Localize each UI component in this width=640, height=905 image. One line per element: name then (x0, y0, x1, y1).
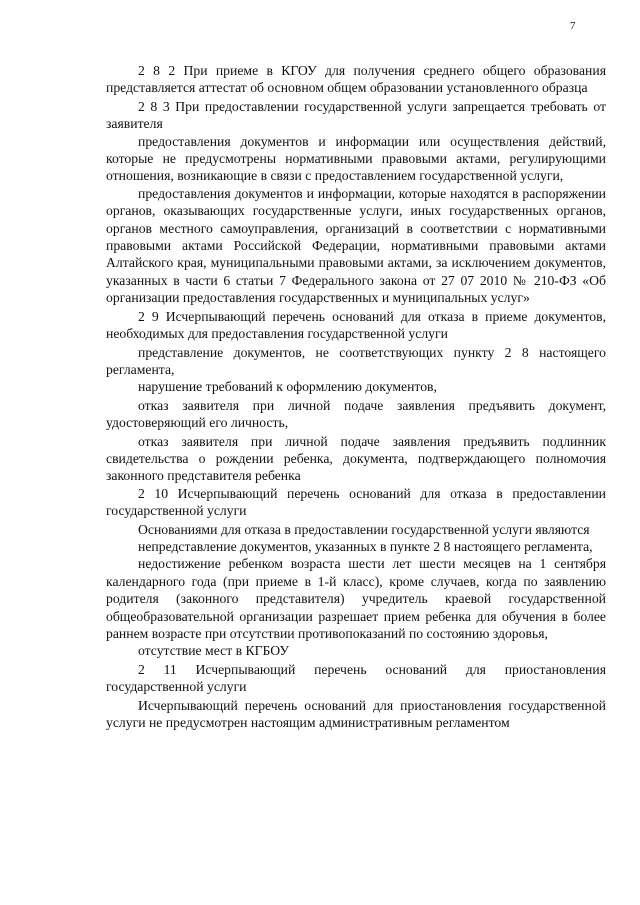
paragraph-list-item: непредставление документов, указанных в пункте 2 8 настоящего регламента, (138, 538, 593, 554)
paragraph-2-8-2: 2 8 2 При приеме в КГОУ для получения среднего общего образования представляется аттестат об основном общем образовании установленного образца (106, 63, 606, 96)
paragraph-list-item: отсутствие мест в КГБОУ (138, 643, 290, 659)
paragraph-list-item: представление документов, не соответствующих пункту 2 8 настоящего регламента, (106, 344, 606, 377)
paragraph-2-11: 2 11 Исчерпывающий перечень оснований для приостановления государственной услуги (106, 661, 606, 695)
paragraph-list-item: нарушение требований к оформлению документов, (138, 379, 437, 395)
paragraph-text: Основаниями для отказа в предоставлении государственной услуги являются (138, 521, 590, 537)
paragraph-list-item: отказ заявителя при личной подаче заявления предъявить подлинник свидетельства о рождении ребенка, документа, подтверждающего полномочия законного представителя ребенка (106, 433, 606, 484)
paragraph-2-8-3: 2 8 3 При предоставлении государственной услуги запрещается требовать от заявителя (106, 98, 606, 132)
paragraph-2-10: 2 10 Исчерпывающий перечень оснований для отказа в предоставлении государственной услуги (106, 485, 606, 519)
paragraph-list-item: недостижение ребенком возраста шести лет шести месяцев на 1 сентября календарного года (при приеме в 1-й класс), кроме случаев, когда по заявлению родителя (законного представителя) учредитель краевой государственной общеобразовательной организации разрешает прием ребенка для обучения в более раннем возрасте при отсутствии противопоказаний по состоянию здоровья, (106, 556, 606, 641)
paragraph-2-9: 2 9 Исчерпывающий перечень оснований для отказа в приеме документов, необходимых для предоставления государственной услуги (106, 308, 606, 342)
paragraph-list-item: предоставления документов и информации или осуществления действий, которые не предусмотрены нормативными правовыми актами, регулирующими отношения, возникающие в связи с предоставлением государственной услуги, (106, 133, 606, 184)
paragraph-list-item: отказ заявителя при личной подаче заявления предъявить документ, удостоверяющий его личность, (106, 397, 606, 431)
paragraph-text: Исчерпывающий перечень оснований для приостановления государственной услуги не предусмотрен настоящим административным регламентом (106, 697, 606, 731)
paragraph-list-item: предоставления документов и информации, которые находятся в распоряжении органов, оказывающих государственные услуги, иных государственных органов, органов местного самоуправления, организаций в соответствии с нормативными правовыми актами Российской Федерации, нормативными правовыми актами Алтайского края, муниципальными правовыми актами, за исключением документов, указанных в части 6 статьи 7 Федерального закона от 27 07 2010 № 210-ФЗ «Об организации предоставления государственных и муниципальных услуг» (106, 185, 606, 306)
document-body (106, 62, 606, 731)
page-number: 7 (570, 20, 576, 32)
